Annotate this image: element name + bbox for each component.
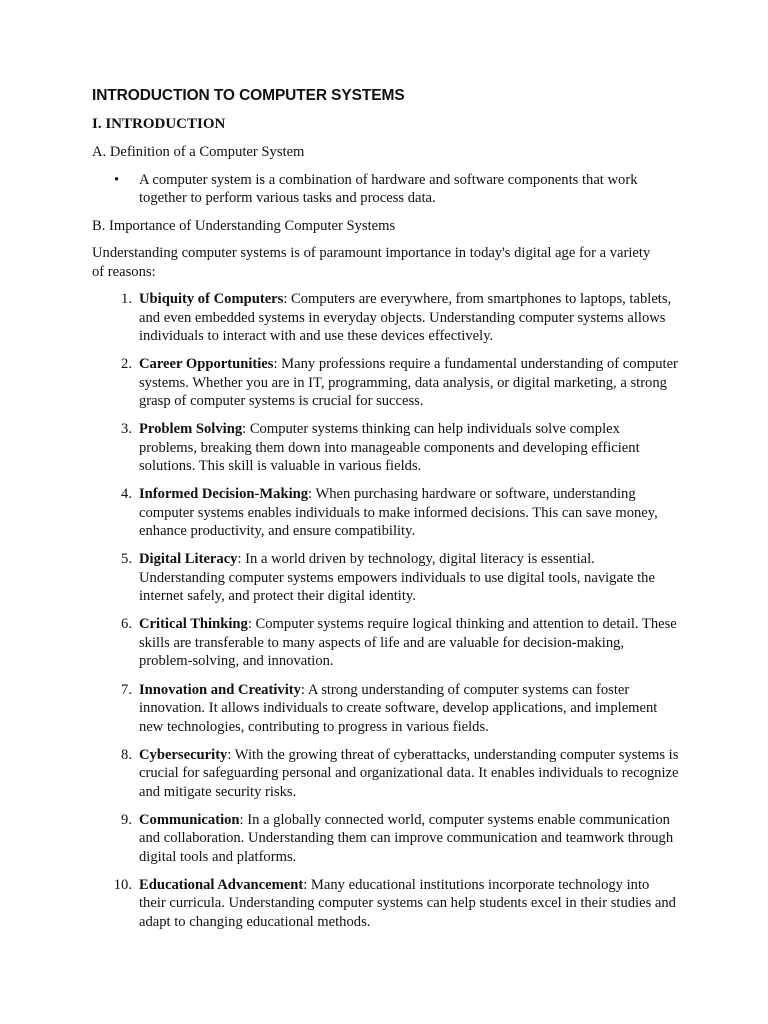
list-number: 7. [121, 681, 132, 698]
list-item [92, 615, 679, 671]
list-item [92, 420, 679, 476]
list-item [92, 746, 679, 802]
list-number: 1. [121, 291, 132, 307]
list-item [92, 811, 679, 867]
list-number: 3. [121, 421, 132, 438]
document-page [92, 86, 682, 941]
list-number: 9. [121, 811, 132, 828]
list-term: Ubiquity of Computers [139, 291, 284, 307]
list-term: Cybersecurity [139, 746, 228, 763]
list-number: 2. [121, 356, 132, 373]
list-term: Career Opportunities [139, 356, 274, 373]
list-term: Informed Decision-Making [139, 486, 309, 503]
document-title: INTRODUCTION TO COMPUTER SYSTEMS [92, 87, 405, 104]
list-text: : Many educational institutions incorporate technology into their curricula. Understanding computer systems can help students excel in their studies and adapt to changing educational methods. [139, 876, 676, 930]
list-number: 8. [121, 746, 132, 763]
list-text: : In a world driven by technology, digital literacy is essential. Understanding computer systems empowers individuals to use digital tools, navigate the internet safely, and protect their digital identity. [139, 551, 655, 605]
section-heading: I. INTRODUCTION [92, 116, 226, 132]
list-term: Digital Literacy [139, 551, 238, 568]
list-item [92, 876, 679, 932]
definition-bullet-list [92, 171, 682, 208]
list-term: Innovation and Creativity [139, 681, 301, 698]
list-term: Problem Solving [139, 421, 243, 438]
list-item [92, 355, 679, 411]
list-number: 6. [121, 616, 132, 633]
list-item [92, 550, 679, 606]
list-item [92, 681, 679, 737]
list-number: 4. [121, 486, 132, 503]
bullet-icon: • [114, 171, 120, 188]
list-term: Educational Advancement [139, 876, 304, 893]
intro-paragraph: Understanding computer systems is of paramount importance in today's digital age for a variety of reasons: [92, 245, 651, 280]
bullet-text: A computer system is a combination of hardware and software components that work together to perform various tasks and process data. [139, 171, 638, 206]
list-item [92, 290, 679, 346]
list-text: : A strong understanding of computer systems can foster innovation. It allows individuals to create software, develop applications, and implement new technologies, contributing to progress in various fields. [139, 681, 658, 735]
list-text: : When purchasing hardware or software, understanding computer systems enables individuals to make informed decisions. This can save money, enhance productivity, and ensure compatibility. [139, 486, 658, 540]
list-number: 10. [113, 876, 132, 893]
reasons-list [92, 290, 682, 931]
list-number: 5. [121, 551, 132, 568]
bullet-item [92, 171, 679, 208]
list-term: Communication [139, 811, 240, 828]
list-text: : Computer systems require logical thinking and attention to detail. These skills are transferable to many aspects of life and are valuable for decision-making, problem-solving, and innovation. [139, 616, 677, 670]
list-item [92, 485, 679, 541]
list-term: Critical Thinking [139, 616, 248, 633]
list-text: : Computers are everywhere, from smartphones to laptops, tablets, and even embedded systems in everyday objects. Understanding computer systems allows individuals to interact with and use these devices effectively. [139, 291, 672, 344]
subsection-a-heading: A. Definition of a Computer System [92, 144, 305, 160]
list-text: : Many professions require a fundamental understanding of computer systems. Whether you are in IT, programming, data analysis, or digital marketing, a strong grasp of computer systems is crucial for success. [139, 356, 678, 410]
list-text: : With the growing threat of cyberattacks, understanding computer systems is crucial for safeguarding personal and organizational data. It enables individuals to recognize and mitigate security risks. [139, 746, 679, 800]
subsection-b-heading: B. Importance of Understanding Computer Systems [92, 217, 396, 234]
list-text: : Computer systems thinking can help individuals solve complex problems, breaking them down into manageable components and developing efficient solutions. This skill is valuable in various fields. [139, 421, 640, 475]
list-text: : In a globally connected world, computer systems enable communication and collaboration. Understanding them can improve communication and teamwork through digital tools and platforms. [139, 811, 674, 865]
